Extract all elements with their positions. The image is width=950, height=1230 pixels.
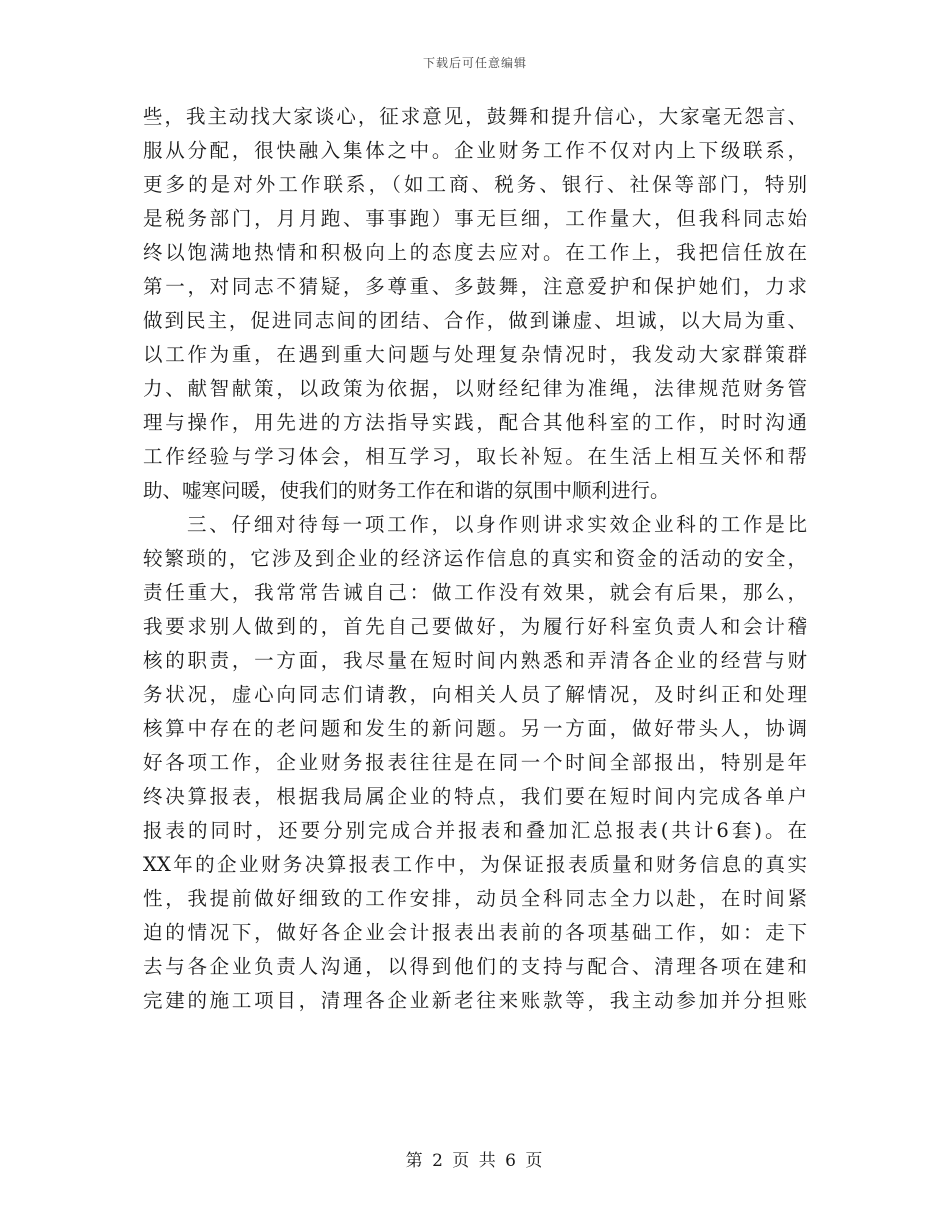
body-line-22: 报表的同时，还要分别完成合并报表和叠加汇总报表(共计6套)。在 (143, 819, 807, 842)
body-line-11: 工作经验与学习体会，相互学习，取长补短。在生活上相互关怀和帮 (143, 445, 807, 468)
body-line-14: 较繁琐的，它涉及到企业的经济运作信息的真实和资金的活动的安全， (143, 547, 807, 570)
page-number-footer: 第 2 页 共 6 页 (405, 1151, 545, 1171)
body-line-16: 我要求别人做到的，首先自己要做好，为履行好科室负责人和会计稽 (143, 615, 807, 638)
body-line-21: 终决算报表，根据我局属企业的特点，我们要在短时间内完成各单户 (143, 785, 807, 808)
body-line-9: 力、献智献策，以政策为依据，以财经纪律为准绳，法律规范财务管 (143, 377, 807, 400)
body-line-20: 好各项工作，企业财务报表往往是在同一个时间全部报出，特别是年 (143, 751, 807, 774)
body-line-10: 理与操作，用先进的方法指导实践，配合其他科室的工作，时时沟通 (143, 411, 807, 434)
body-line-26: 去与各企业负责人沟通，以得到他们的支持与配合、清理各项在建和 (143, 955, 807, 978)
body-line-13-section-heading: 三、仔细对待每一项工作，以身作则讲求实效企业科的工作是比 (187, 513, 807, 536)
body-line-15: 责任重大，我常常告诫自己：做工作没有效果，就会有后果，那么， (143, 581, 807, 604)
body-line-12: 助、嘘寒问暖，使我们的财务工作在和谐的氛围中顺利进行。 (143, 479, 670, 502)
body-line-3: 更多的是对外工作联系，（如工商、税务、银行、社保等部门，特别 (143, 173, 807, 196)
body-line-18: 务状况，虚心向同志们请教，向相关人员了解情况，及时纠正和处理 (143, 683, 807, 706)
body-line-4: 是税务部门，月月跑、事事跑）事无巨细，工作量大，但我科同志始 (143, 207, 807, 230)
body-line-25: 迫的情况下，做好各企业会计报表出表前的各项基础工作，如：走下 (143, 921, 807, 944)
header-note: 下载后可任意编辑 (422, 56, 527, 70)
body-line-23: XX年的企业财务决算报表工作中，为保证报表质量和财务信息的真实 (143, 853, 807, 876)
body-line-5: 终以饱满地热情和积极向上的态度去应对。在工作上，我把信任放在 (143, 241, 807, 264)
document-body (143, 100, 807, 1018)
body-line-1: 些，我主动找大家谈心，征求意见，鼓舞和提升信心，大家毫无怨言、 (143, 105, 807, 128)
body-line-19: 核算中存在的老问题和发生的新问题。另一方面，做好带头人，协调 (143, 717, 807, 740)
body-line-8: 以工作为重，在遇到重大问题与处理复杂情况时，我发动大家群策群 (143, 343, 807, 366)
body-line-17: 核的职责，一方面，我尽量在短时间内熟悉和弄清各企业的经营与财 (143, 649, 807, 672)
body-line-2: 服从分配，很快融入集体之中。企业财务工作不仅对内上下级联系， (143, 139, 807, 162)
body-line-7: 做到民主，促进同志间的团结、合作，做到谦虚、坦诚，以大局为重、 (143, 309, 807, 332)
body-line-27: 完建的施工项目，清理各企业新老往来账款等，我主动参加并分担账 (143, 989, 807, 1012)
body-line-6: 第一，对同志不猜疑，多尊重、多鼓舞，注意爱护和保护她们，力求 (143, 275, 807, 298)
body-line-24: 性，我提前做好细致的工作安排，动员全科同志全力以赴，在时间紧 (143, 887, 807, 910)
